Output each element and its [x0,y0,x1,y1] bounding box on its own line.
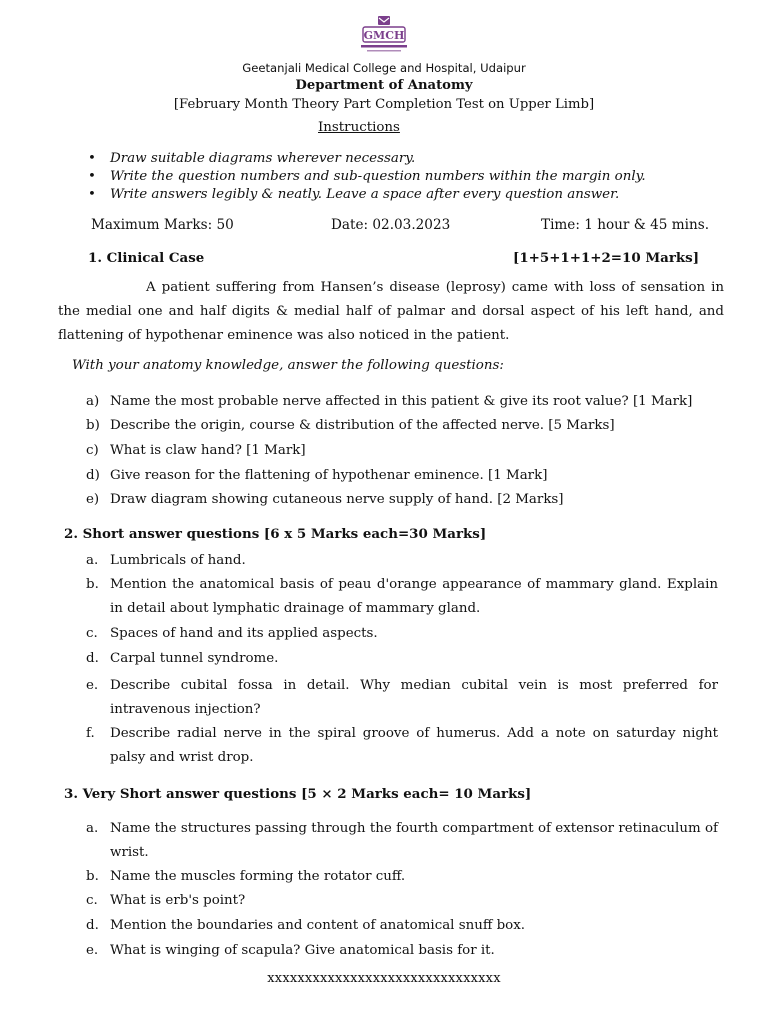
question-text: Describe radial nerve in the spiral groove of humerus. Add a note on saturday night palsy and wrist drop. [110,726,718,765]
question-label: d) [86,468,100,483]
section-2-title: 2. Short answer questions [6 x 5 Marks each=30 Marks] [64,526,487,542]
question-label: c. [86,626,98,641]
college-name: Geetanjali Medical College and Hospital, Udaipur [242,61,526,75]
exam-time: Time: 1 hour & 45 mins. [541,217,710,233]
question-text: Describe the origin, course & distribution of the affected nerve. [5 Marks] [110,418,615,433]
gmch-logo-icon [349,14,419,58]
logo-text: GMCH [363,29,405,42]
section-1-marks: [1+5+1+1+2=10 Marks] [513,250,700,266]
section-3-title: 3. Very Short answer questions [5 × 2 Marks each= 10 Marks] [64,786,532,802]
question-label: e. [86,678,99,693]
question-label: a. [86,553,99,568]
exam-date: Date: 02.03.2023 [331,217,451,233]
question-text: What is erb's point? [110,893,246,908]
question-label: c. [86,893,98,908]
question-text: Draw diagram showing cutaneous nerve supply of hand. [2 Marks] [110,492,564,507]
question-label: d. [86,918,99,933]
question-text: Carpal tunnel syndrome. [110,651,279,666]
college-logo [0,14,768,62]
question-label: d. [86,651,99,666]
department-name: Department of Anatomy [295,78,473,93]
instructions-title: Instructions [318,120,400,135]
end-marker: xxxxxxxxxxxxxxxxxxxxxxxxxxxxxxx [267,971,501,986]
clinical-case-prompt: With your anatomy knowledge, answer the following questions: [72,358,504,373]
question-label: b) [86,418,100,433]
maximum-marks: Maximum Marks: 50 [91,217,234,233]
question-text: What is winging of scapula? Give anatomical basis for it. [110,943,495,958]
question-text: Spaces of hand and its applied aspects. [110,626,378,641]
question-text: Describe cubital fossa in detail. Why median cubital vein is most preferred for intravenous injection? [110,678,718,717]
question-label: a. [86,821,99,836]
clinical-case-text: A patient suffering from Hansen’s disease (leprosy) came with loss of sensation in the medial one and half digits & medial half of palmar and dorsal aspect of his left hand, and flattening of hypothenar eminence was also noticed in the patient. [58,280,724,343]
section-1-title: 1. Clinical Case [88,250,205,266]
question-text: Mention the anatomical basis of peau d'orange appearance of mammary gland. Explain in detail about lymphatic drainage of mammary gland. [110,577,718,616]
question-text: Name the muscles forming the rotator cuff. [110,869,406,884]
question-label: e) [86,492,100,507]
instruction-item: • Write the question numbers and sub-question numbers within the margin only. [88,168,646,186]
question-text: Mention the boundaries and content of anatomical snuff box. [110,918,526,933]
question-label: b. [86,869,99,884]
question-label: c) [86,443,99,458]
question-label: e. [86,943,99,958]
question-label: a) [86,394,100,409]
instructions-list [88,150,646,204]
question-text: Lumbricals of hand. [110,553,246,568]
instruction-item: • Draw suitable diagrams wherever necessary. [88,150,646,168]
instruction-item: • Write answers legibly & neatly. Leave a space after every question answer. [88,186,646,204]
test-title: [February Month Theory Part Completion Test on Upper Limb] [173,97,595,112]
question-text: Name the most probable nerve affected in this patient & give its root value? [1 Mark] [110,394,693,409]
question-text: Give reason for the flattening of hypothenar eminence. [1 Mark] [110,468,548,483]
question-label: b. [86,577,99,592]
question-text: What is claw hand? [1 Mark] [110,443,306,458]
question-text: Name the structures passing through the fourth compartment of extensor retinaculum of wrist. [110,821,718,860]
question-label: f. [86,726,95,741]
